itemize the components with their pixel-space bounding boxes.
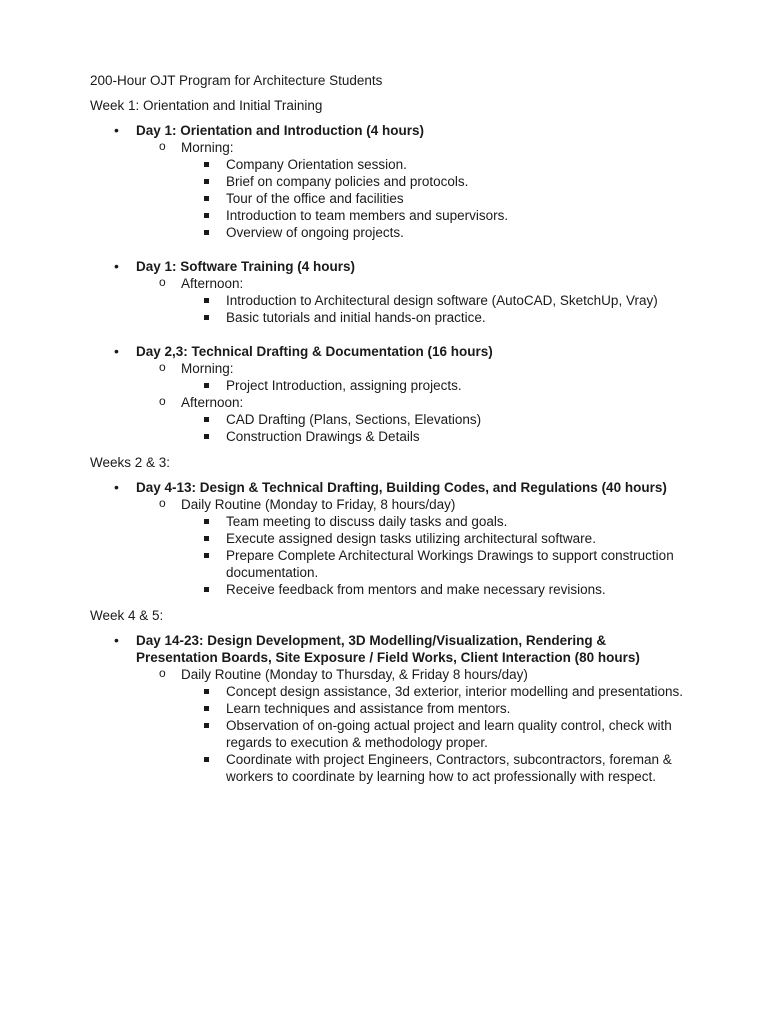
disc-bullet-icon: • — [114, 258, 119, 274]
task-text: Tour of the office and facilities — [226, 191, 404, 206]
day-label: Day 2,3: Technical Drafting & Documentation (16 hours) — [136, 344, 493, 359]
day-section — [90, 632, 690, 785]
disc-bullet-icon: • — [114, 343, 119, 359]
task-item — [181, 530, 690, 547]
circle-bullet-icon: o — [159, 360, 166, 374]
day-label: Day 4-13: Design & Technical Drafting, Building Codes, and Regulations (40 hours) — [136, 480, 667, 495]
task-text: Introduction to team members and supervisors. — [226, 208, 509, 223]
time-block-label: Afternoon: — [181, 395, 244, 410]
weeks-2-3-heading: Weeks 2 & 3: — [90, 455, 171, 470]
task-item — [181, 683, 690, 700]
day-section — [90, 343, 690, 445]
time-block-label: Daily Routine (Monday to Friday, 8 hours/day) — [181, 497, 456, 512]
task-text: Project Introduction, assigning projects. — [226, 378, 462, 393]
week-4-5-heading: Week 4 & 5: — [90, 608, 164, 623]
square-bullet-icon — [204, 196, 209, 201]
square-bullet-icon — [204, 383, 209, 388]
task-item — [181, 292, 690, 309]
circle-bullet-icon: o — [159, 275, 166, 289]
task-text: Basic tutorials and initial hands-on practice. — [226, 310, 486, 325]
circle-bullet-icon: o — [159, 666, 166, 680]
square-bullet-icon — [204, 417, 209, 422]
square-bullet-icon — [204, 213, 209, 218]
task-text: Prepare Complete Architectural Workings Drawings to support construction documentation. — [226, 548, 674, 580]
square-bullet-icon — [204, 689, 209, 694]
task-text: Execute assigned design tasks utilizing architectural software. — [226, 531, 596, 546]
circle-bullet-icon: o — [159, 139, 166, 153]
day-section — [90, 122, 690, 241]
task-text: CAD Drafting (Plans, Sections, Elevations) — [226, 412, 482, 427]
task-item — [181, 751, 690, 785]
time-block-label: Morning: — [181, 140, 234, 155]
circle-bullet-icon: o — [159, 394, 166, 408]
disc-bullet-icon: • — [114, 632, 119, 648]
time-block — [136, 275, 690, 326]
task-item — [181, 377, 690, 394]
square-bullet-icon — [204, 587, 209, 592]
task-text: Team meeting to discuss daily tasks and goals. — [226, 514, 508, 529]
square-bullet-icon — [204, 162, 209, 167]
day-label: Day 1: Orientation and Introduction (4 hours) — [136, 123, 425, 138]
disc-bullet-icon: • — [114, 122, 119, 138]
circle-bullet-icon: o — [159, 496, 166, 510]
square-bullet-icon — [204, 536, 209, 541]
task-item — [181, 428, 690, 445]
square-bullet-icon — [204, 230, 209, 235]
task-item — [181, 700, 690, 717]
task-text: Overview of ongoing projects. — [226, 225, 404, 240]
task-item — [181, 717, 690, 751]
day-label: Day 14-23: Design Development, 3D Modelling/Visualization, Rendering & Presentation Boards, Site Exposure / Field Works, Client Interaction (80 hours) — [136, 633, 640, 665]
week-1-heading: Week 1: Orientation and Initial Training — [90, 98, 323, 113]
square-bullet-icon — [204, 315, 209, 320]
time-block — [136, 139, 690, 241]
task-text: Receive feedback from mentors and make necessary revisions. — [226, 582, 606, 597]
task-text: Brief on company policies and protocols. — [226, 174, 469, 189]
time-block — [136, 360, 690, 394]
time-block — [136, 666, 690, 785]
task-text: Construction Drawings & Details — [226, 429, 420, 444]
task-text: Observation of on-going actual project and learn quality control, check with regards to execution & methodology proper. — [226, 718, 672, 750]
disc-bullet-icon: • — [114, 479, 119, 495]
task-item — [181, 190, 690, 207]
square-bullet-icon — [204, 706, 209, 711]
square-bullet-icon — [204, 519, 209, 524]
square-bullet-icon — [204, 757, 209, 762]
task-item — [181, 173, 690, 190]
task-text: Company Orientation session. — [226, 157, 407, 172]
task-item — [181, 513, 690, 530]
task-item — [181, 309, 690, 326]
time-block — [136, 496, 690, 598]
square-bullet-icon — [204, 723, 209, 728]
task-text: Concept design assistance, 3d exterior, interior modelling and presentations. — [226, 684, 684, 699]
task-item — [181, 156, 690, 173]
task-item — [181, 581, 690, 598]
day-section — [90, 258, 690, 326]
task-text: Introduction to Architectural design software (AutoCAD, SketchUp, Vray) — [226, 293, 658, 308]
time-block-label: Daily Routine (Monday to Thursday, & Friday 8 hours/day) — [181, 667, 528, 682]
document-body — [90, 72, 690, 785]
day-section — [90, 479, 690, 598]
task-text: Coordinate with project Engineers, Contractors, subcontractors, foreman & workers to coordinate by learning how to act professionally with respect. — [226, 752, 672, 784]
day-label: Day 1: Software Training (4 hours) — [136, 259, 356, 274]
task-item — [181, 224, 690, 241]
time-block — [136, 394, 690, 445]
document-title: 200-Hour OJT Program for Architecture Students — [90, 73, 383, 88]
time-block-label: Afternoon: — [181, 276, 244, 291]
task-item — [181, 207, 690, 224]
square-bullet-icon — [204, 179, 209, 184]
task-item — [181, 411, 690, 428]
square-bullet-icon — [204, 553, 209, 558]
time-block-label: Morning: — [181, 361, 234, 376]
task-item — [181, 547, 690, 581]
square-bullet-icon — [204, 298, 209, 303]
square-bullet-icon — [204, 434, 209, 439]
task-text: Learn techniques and assistance from mentors. — [226, 701, 511, 716]
